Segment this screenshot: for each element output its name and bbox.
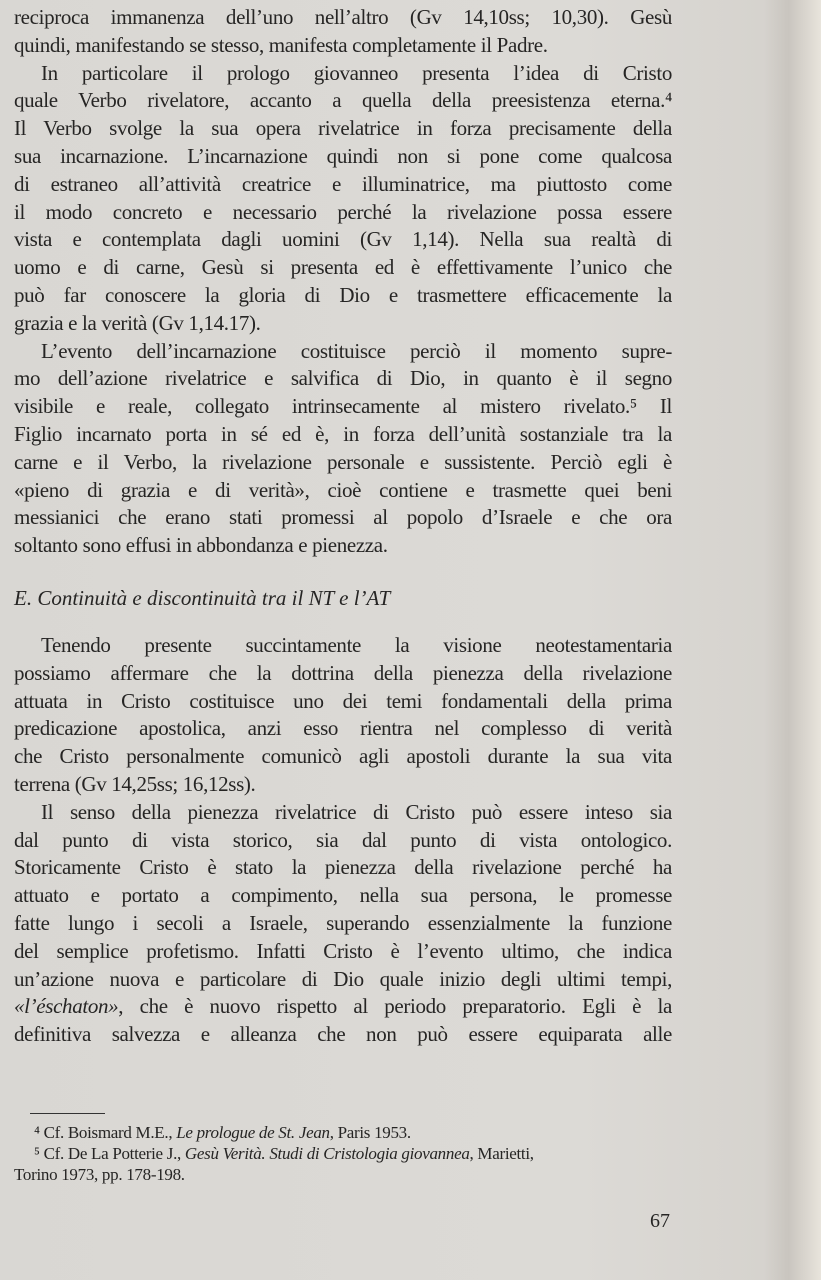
text-line	[14, 226, 672, 254]
text-segment: L’evento dell’incarnazione costituisce perciò il momento supre-	[41, 338, 672, 363]
text-line	[14, 4, 672, 32]
text-segment: del semplice profetismo. Infatti Cristo è l’evento ultimo, che indica	[14, 938, 672, 963]
text-segment: , Paris 1953.	[329, 1123, 411, 1142]
text-segment: «l’éschaton»	[14, 994, 119, 1019]
text-line	[14, 771, 672, 799]
text-segment: definitiva salvezza e alleanza che non può essere equiparata alle	[14, 1022, 672, 1047]
text-line	[14, 743, 672, 771]
section-heading: E. Continuità e discontinuità tra il NT e l’AT	[14, 585, 391, 610]
page-number: 67	[650, 1210, 670, 1232]
text-segment: quale Verbo rivelatore, accanto a quella della preesistenza eterna.⁴	[14, 88, 672, 113]
text-segment: sua incarnazione. L’incarnazione quindi non si pone come qualcosa	[14, 143, 672, 168]
text-line	[14, 632, 672, 660]
text-line	[14, 882, 672, 910]
text-line	[14, 115, 672, 143]
text-line	[14, 310, 672, 338]
text-line	[14, 799, 672, 827]
text-segment: terrena (Gv 14,25ss; 16,12ss).	[14, 771, 256, 796]
text-line	[14, 254, 672, 282]
text-segment: Figlio incarnato porta in sé ed è, in forza dell’unità sostanziale tra la	[14, 421, 672, 446]
text-line	[14, 938, 672, 966]
text-segment: quindi, manifestando se stesso, manifesta completamente il Padre.	[14, 32, 548, 57]
text-line	[14, 365, 672, 393]
text-segment: Il Verbo svolge la sua opera rivelatrice in forza precisamente della	[14, 116, 672, 141]
text-line	[14, 393, 672, 421]
text-line	[14, 504, 672, 532]
text-line	[14, 143, 672, 171]
text-segment: carne e il Verbo, la rivelazione personale e sussistente. Perciò egli è	[14, 449, 672, 474]
text-line	[14, 854, 672, 882]
text-segment: , che è nuovo rispetto al periodo preparatorio. Egli è la	[118, 994, 672, 1019]
text-segment: Tenendo presente succintamente la visione neotestamentaria	[41, 632, 672, 657]
text-segment: Torino 1973, pp. 178-198.	[14, 1165, 185, 1184]
text-line	[14, 715, 672, 743]
text-segment: il modo concreto e necessario perché la rivelazione possa essere	[14, 199, 672, 224]
text-line	[14, 87, 672, 115]
text-segment: dal punto di vista storico, sia dal punto di vista ontologico.	[14, 827, 672, 852]
text-line	[14, 199, 672, 227]
text-segment: possiamo affermare che la dottrina della pienezza della rivelazione	[14, 660, 672, 685]
footnote-line	[14, 1122, 674, 1143]
text-segment: Storicamente Cristo è stato la pienezza della rivelazione perché ha	[14, 855, 672, 880]
text-segment: predicazione apostolica, anzi esso rientra nel complesso di verità	[14, 716, 672, 741]
text-segment: un’azione nuova e particolare di Dio quale inizio degli ultimi tempi,	[14, 966, 672, 991]
text-segment: messianici che erano stati promessi al popolo d’Israele e che ora	[14, 505, 672, 530]
text-segment: Gesù Verità. Studi di Cristologia giovannea	[184, 1144, 470, 1163]
text-line	[14, 660, 672, 688]
text-line	[14, 827, 672, 855]
text-line	[14, 60, 672, 88]
text-line	[14, 688, 672, 716]
text-line	[14, 449, 672, 477]
text-segment: attuato e portato a compimento, nella sua persona, le promesse	[14, 883, 672, 908]
body-text-bottom	[14, 632, 672, 1049]
text-segment: che Cristo personalmente comunicò agli apostoli durante la sua vita	[14, 744, 672, 769]
text-segment: mo dell’azione rivelatrice e salvifica di Dio, in quanto è il segno	[14, 366, 672, 391]
text-segment: di estraneo all’attività creatrice e illuminatrice, ma piuttosto come	[14, 171, 672, 196]
footnote-line	[14, 1143, 674, 1164]
text-line	[14, 477, 672, 505]
text-segment: reciproca immanenza dell’uno nell’altro (Gv 14,10ss; 10,30). Gesù	[14, 5, 672, 29]
text-segment: Il senso della pienezza rivelatrice di Cristo può essere inteso sia	[41, 799, 672, 824]
footnote-line	[14, 1164, 674, 1185]
text-line	[14, 421, 672, 449]
text-line	[14, 338, 672, 366]
text-segment: ⁵ Cf. De La Potterie J.,	[34, 1144, 185, 1163]
text-line	[14, 282, 672, 310]
text-line	[14, 993, 672, 1021]
text-segment: In particolare il prologo giovanneo presenta l’idea di Cristo	[41, 60, 672, 85]
text-segment: grazia e la verità (Gv 1,14.17).	[14, 310, 261, 335]
text-line	[14, 910, 672, 938]
text-line	[14, 32, 672, 60]
text-line	[14, 532, 672, 560]
text-segment: ⁴ Cf. Boismard M.E.,	[34, 1123, 177, 1142]
text-segment: può far conoscere la gloria di Dio e trasmettere efficacemente la	[14, 282, 672, 307]
footnotes	[14, 1122, 674, 1185]
text-segment: fatte lungo i secoli a Israele, superando essenzialmente la funzione	[14, 910, 672, 935]
text-line	[14, 966, 672, 994]
text-line	[14, 171, 672, 199]
text-segment: attuata in Cristo costituisce uno dei temi fondamentali della prima	[14, 688, 672, 713]
text-segment: soltanto sono effusi in abbondanza e pienezza.	[14, 533, 388, 558]
text-segment: vista e contemplata dagli uomini (Gv 1,14). Nella sua realtà di	[14, 227, 672, 252]
page-body	[14, 4, 672, 1049]
text-segment: , Marietti,	[469, 1144, 534, 1163]
text-segment: visibile e reale, collegato intrinsecamente al mistero rivelato.⁵ Il	[14, 394, 672, 419]
footnote-rule	[30, 1113, 105, 1114]
text-line	[14, 1021, 672, 1049]
text-segment: Le prologue de St. Jean	[176, 1123, 330, 1142]
text-segment: uomo e di carne, Gesù si presenta ed è effettivamente l’unico che	[14, 255, 672, 280]
text-segment: «pieno di grazia e di verità», cioè contiene e trasmette quei beni	[14, 477, 672, 502]
body-text-top	[14, 4, 672, 560]
